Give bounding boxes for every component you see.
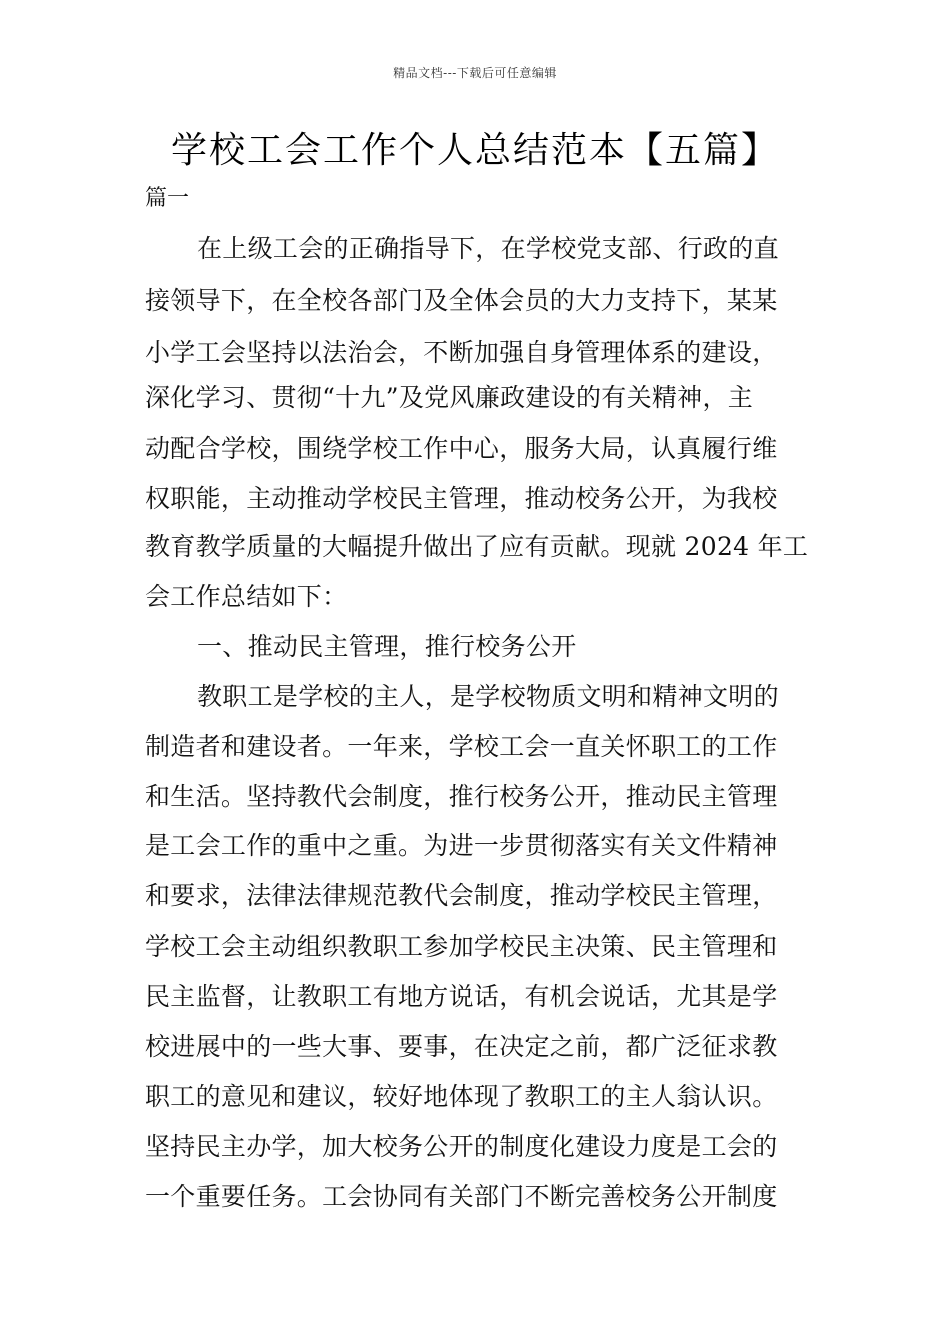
- subheading-line: 一、推动民主管理，推行校务公开: [197, 632, 577, 661]
- paragraph-line: 教育教学质量的大幅提升做出了应有贡献。现就 2024 年工: [145, 532, 809, 561]
- paragraph-line: 是工会工作的重中之重。为进一步贯彻落实有关文件精神: [145, 831, 778, 860]
- paragraph-line: 民主监督，让教职工有地方说话，有机会说话，尤其是学: [145, 982, 778, 1011]
- page-title: 学校工会工作个人总结范本【五篇】: [170, 130, 779, 171]
- paragraph-line: 权职能，主动推动学校民主管理，推动校务公开，为我校: [145, 484, 778, 513]
- paragraph-line: 学校工会主动组织教职工参加学校民主决策、民主管理和: [145, 932, 778, 961]
- paragraph-line: 制造者和建设者。一年来，学校工会一直关怀职工的工作: [145, 732, 778, 761]
- paragraph-line: 会工作总结如下：: [145, 582, 348, 611]
- paragraph-line: 深化学习、贯彻“十九”及党风廉政建设的有关精神，主: [145, 383, 754, 412]
- header-note: 精品文档---下载后可任意编辑: [393, 66, 557, 80]
- section-label: 篇一: [145, 186, 190, 211]
- paragraph-line: 坚持民主办学，加大校务公开的制度化建设力度是工会的: [145, 1132, 778, 1161]
- paragraph-line: 教职工是学校的主人，是学校物质文明和精神文明的: [197, 682, 779, 711]
- paragraph-line: 和生活。坚持教代会制度，推行校务公开，推动民主管理: [145, 782, 778, 811]
- paragraph-line: 在上级工会的正确指导下，在学校党支部、行政的直: [197, 234, 779, 263]
- paragraph-line: 校进展中的一些大事、要事，在决定之前，都广泛征求教: [145, 1032, 778, 1061]
- paragraph-line: 动配合学校，围绕学校工作中心，服务大局，认真履行维: [145, 434, 778, 463]
- paragraph-line: 小学工会坚持以法治会，不断加强自身管理体系的建设，: [145, 338, 778, 367]
- paragraph-line: 和要求，法律法律规范教代会制度，推动学校民主管理，: [145, 881, 778, 910]
- paragraph-line: 接领导下，在全校各部门及全体会员的大力支持下，某某: [145, 286, 778, 315]
- paragraph-line: 职工的意见和建议，较好地体现了教职工的主人翁认识。: [145, 1082, 778, 1111]
- paragraph-line: 一个重要任务。工会协同有关部门不断完善校务公开制度: [145, 1182, 778, 1211]
